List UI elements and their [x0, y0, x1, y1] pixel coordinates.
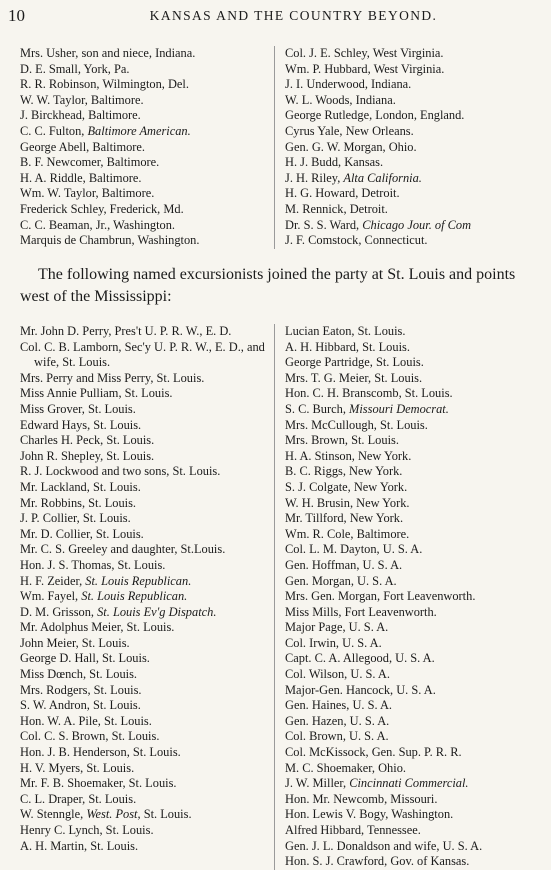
list-item: Gen. J. L. Donaldson and wife, U. S. A. [285, 838, 483, 853]
guest-column-right [274, 324, 528, 870]
list-item: C. C. Beaman, Jr., Washington. [20, 217, 176, 232]
list-item: Gen. Hazen, U. S. A. [285, 713, 390, 728]
list-item: H. A. Stinson, New York. [285, 448, 412, 463]
list-item: S. W. Andron, St. Louis. [20, 698, 141, 713]
list-item: Mr. John D. Perry, Pres't U. P. R. W., E. D. [20, 324, 232, 338]
list-item: Wm. Fayel, St. Louis Republican. [20, 589, 188, 604]
list-item: Wm. W. Taylor, Baltimore. [20, 186, 155, 201]
list-item: Lucian Eaton, St. Louis. [285, 324, 406, 338]
list-item: M. C. Shoemaker, Ohio. [285, 760, 406, 775]
list-item: W. H. Brusin, New York. [285, 495, 410, 510]
list-item: D. E. Small, York, Pa. [20, 61, 130, 76]
list-item: Col. C. B. Lamborn, Sec'y U. P. R. W., E. D., and wife, St. Louis. [20, 339, 265, 370]
running-title: KANSAS AND THE COUNTRY BEYOND. [149, 8, 438, 23]
page-header [8, 6, 543, 26]
list-item: Capt. C. A. Allegood, U. S. A. [285, 651, 435, 666]
guest-list-top [20, 46, 528, 249]
list-item: C. L. Draper, St. Louis. [20, 791, 137, 806]
page-number: 10 [8, 6, 25, 25]
list-item: Hon. W. A. Pile, St. Louis. [20, 713, 152, 728]
list-item: Hon. S. J. Crawford, Gov. of Kansas. [285, 854, 470, 869]
list-item: H. A. Riddle, Baltimore. [20, 170, 142, 185]
list-item: Gen. Haines, U. S. A. [285, 698, 393, 713]
list-item: Mr. D. Collier, St. Louis. [20, 526, 144, 541]
list-item: John Meier, St. Louis. [20, 635, 130, 650]
list-item: Gen. Hoffman, U. S. A. [285, 557, 403, 572]
list-item: R. R. Robinson, Wilmington, Del. [20, 77, 189, 92]
list-item: Cyrus Yale, New Orleans. [285, 123, 414, 138]
list-item: Frederick Schley, Frederick, Md. [20, 201, 184, 216]
list-item: Hon. Mr. Newcomb, Missouri. [285, 791, 438, 806]
list-item: Mr. Lackland, St. Louis. [20, 479, 141, 494]
list-item: Col. Wilson, U. S. A. [285, 667, 390, 682]
guest-column-right [274, 46, 528, 249]
list-item: J. P. Collier, St. Louis. [20, 511, 131, 526]
list-item: Mr. Robbins, St. Louis. [20, 495, 137, 510]
list-item: Gen. G. W. Morgan, Ohio. [285, 139, 417, 154]
list-item: Mrs. Perry and Miss Perry, St. Louis. [20, 370, 205, 385]
list-item: B. F. Newcomer, Baltimore. [20, 155, 160, 170]
list-item: J. H. Riley, Alta California. [285, 170, 422, 185]
guest-column-left [20, 46, 274, 249]
list-item: A. H. Martin, St. Louis. [20, 838, 139, 853]
list-item: S. J. Colgate, New York. [285, 479, 408, 494]
intro-paragraph: The following named excursionists joined the party at St. Louis and points west of the Mississippi: [20, 266, 516, 305]
list-item: Col. Irwin, U. S. A. [285, 635, 382, 650]
list-item: Hon. J. B. Henderson, St. Louis. [20, 745, 181, 760]
list-item: J. Birckhead, Baltimore. [20, 108, 141, 123]
list-item: J. I. Underwood, Indiana. [285, 77, 412, 92]
list-item: J. W. Miller, Cincinnati Commercial. [285, 776, 469, 791]
list-item: Alfred Hibbard, Tennessee. [285, 823, 421, 837]
list-item: Mr. C. S. Greeley and daughter, St.Louis. [20, 542, 226, 557]
list-item: Col. L. M. Dayton, U. S. A. [285, 542, 423, 557]
list-item: George Partridge, St. Louis. [285, 355, 424, 370]
list-item: Major Page, U. S. A. [285, 620, 389, 635]
list-item: Mrs. Gen. Morgan, Fort Leavenworth. [285, 589, 476, 604]
list-item: George Rutledge, London, England. [285, 108, 465, 123]
list-item: W. W. Taylor, Baltimore. [20, 92, 144, 107]
list-item: J. F. Comstock, Connecticut. [285, 233, 428, 248]
list-item: Marquis de Chambrun, Washington. [20, 233, 200, 248]
list-item: Henry C. Lynch, St. Louis. [20, 823, 154, 837]
list-item: S. C. Burch, Missouri Democrat. [285, 401, 449, 416]
list-item: H. V. Myers, St. Louis. [20, 760, 135, 775]
list-item: Hon. C. H. Branscomb, St. Louis. [285, 386, 453, 401]
list-item: Mrs. Brown, St. Louis. [285, 433, 399, 448]
guest-column-left [20, 324, 274, 870]
list-item: Edward Hays, St. Louis. [20, 417, 142, 432]
list-item: Miss Grover, St. Louis. [20, 401, 136, 416]
list-item: Col. C. S. Brown, St. Louis. [20, 729, 160, 744]
list-item: Gen. Morgan, U. S. A. [285, 573, 397, 588]
list-item: Miss Mills, Fort Leavenworth. [285, 604, 437, 619]
list-item: A. H. Hibbard, St. Louis. [285, 339, 410, 354]
list-item: Wm. P. Hubbard, West Virginia. [285, 61, 445, 76]
list-item: Hon. Lewis V. Bogy, Washington. [285, 807, 454, 822]
list-item: C. C. Fulton, Baltimore American. [20, 123, 191, 138]
list-item: George Abell, Baltimore. [20, 139, 146, 154]
list-item: Miss Annie Pulliam, St. Louis. [20, 386, 173, 401]
list-item: Mr. Tillford, New York. [285, 511, 404, 526]
list-item: M. Rennick, Detroit. [285, 201, 388, 216]
list-item: Charles H. Peck, St. Louis. [20, 433, 155, 448]
list-item: Mrs. McCullough, St. Louis. [285, 417, 428, 432]
list-item: Mr. Adolphus Meier, St. Louis. [20, 620, 175, 635]
list-item: John R. Shepley, St. Louis. [20, 448, 155, 463]
list-item: B. C. Riggs, New York. [285, 464, 403, 479]
list-item: Miss Dœnch, St. Louis. [20, 667, 138, 682]
list-item: Col. McKissock, Gen. Sup. P. R. R. [285, 745, 462, 760]
list-item: Mrs. T. G. Meier, St. Louis. [285, 370, 423, 385]
list-item: Col. Brown, U. S. A. [285, 729, 389, 744]
list-item: H. F. Zeider, St. Louis Republican. [20, 573, 192, 588]
list-item: Hon. J. S. Thomas, St. Louis. [20, 557, 166, 572]
list-item: W. Stenngle, West. Post, St. Louis. [20, 807, 192, 822]
list-item: Wm. R. Cole, Baltimore. [285, 526, 410, 541]
list-item: Dr. S. S. Ward, Chicago Jour. of Com [285, 217, 472, 232]
list-item: Mr. F. B. Shoemaker, St. Louis. [20, 776, 177, 791]
list-item: D. M. Grisson, St. Louis Ev'g Dispatch. [20, 604, 217, 619]
list-item: George D. Hall, St. Louis. [20, 651, 150, 666]
list-item: Mrs. Usher, son and niece, Indiana. [20, 46, 196, 60]
list-item: H. J. Budd, Kansas. [285, 155, 384, 170]
list-item: Col. J. E. Schley, West Virginia. [285, 46, 444, 60]
list-item: Major-Gen. Hancock, U. S. A. [285, 682, 436, 697]
guest-list-bottom [20, 324, 528, 870]
list-item: W. L. Woods, Indiana. [285, 92, 396, 107]
list-item: R. J. Lockwood and two sons, St. Louis. [20, 464, 221, 479]
list-item: H. G. Howard, Detroit. [285, 186, 400, 201]
list-item: Mrs. Rodgers, St. Louis. [20, 682, 142, 697]
